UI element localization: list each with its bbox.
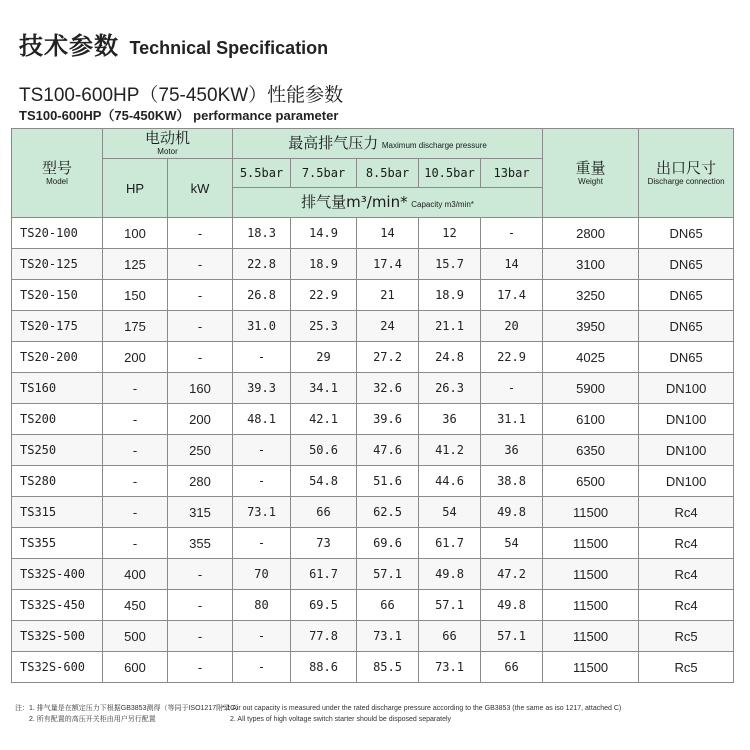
capacity-8-5bar: 69.6	[357, 528, 419, 559]
capacity-8-5bar: 73.1	[357, 621, 419, 652]
row-kw: -	[168, 590, 233, 621]
capacity-13bar: -	[481, 218, 543, 249]
row-connection: Rc4	[639, 559, 734, 590]
row-model: TS280	[12, 466, 103, 497]
capacity-8-5bar: 66	[357, 590, 419, 621]
row-hp: -	[103, 435, 168, 466]
capacity-5-5bar: -	[233, 342, 291, 373]
capacity-7-5bar: 66	[291, 497, 357, 528]
capacity-5-5bar: -	[233, 621, 291, 652]
note-cn-2: 2. 所有配置的高压开关柜由用户另行配置	[29, 716, 156, 723]
row-hp: 150	[103, 280, 168, 311]
row-connection: Rc4	[639, 497, 734, 528]
capacity-8-5bar: 51.6	[357, 466, 419, 497]
table-row	[12, 621, 734, 652]
row-model: TS32S-500	[12, 621, 103, 652]
row-model: TS20-200	[12, 342, 103, 373]
row-weight: 11500	[543, 621, 639, 652]
subtitle-cn-text: 性能参数	[267, 84, 344, 106]
table-row	[12, 342, 734, 373]
row-connection: DN100	[639, 404, 734, 435]
capacity-8-5bar: 85.5	[357, 652, 419, 683]
capacity-13bar: 57.1	[481, 621, 543, 652]
capacity-7-5bar: 34.1	[291, 373, 357, 404]
row-weight: 3950	[543, 311, 639, 342]
capacity-13bar: 17.4	[481, 280, 543, 311]
row-kw: -	[168, 311, 233, 342]
table-row	[12, 559, 734, 590]
bar-header-8-5: 8.5bar	[357, 159, 419, 188]
row-connection: DN65	[639, 218, 734, 249]
subtitle-cn	[19, 80, 343, 107]
row-weight: 3250	[543, 280, 639, 311]
row-model: TS20-150	[12, 280, 103, 311]
row-connection: DN100	[639, 466, 734, 497]
row-weight: 11500	[543, 590, 639, 621]
table-row	[12, 435, 734, 466]
title-cn: 技术参数	[19, 32, 119, 60]
capacity-7-5bar: 54.8	[291, 466, 357, 497]
capacity-13bar: 47.2	[481, 559, 543, 590]
note-en-2: 2. All types of high voltage switch starter should be disposed separately	[230, 716, 452, 723]
row-weight: 11500	[543, 528, 639, 559]
bar-header-10-5: 10.5bar	[419, 159, 481, 188]
capacity-8-5bar: 17.4	[357, 249, 419, 280]
spec-table-body	[12, 218, 734, 683]
capacity-8-5bar: 27.2	[357, 342, 419, 373]
capacity-5-5bar: 39.3	[233, 373, 291, 404]
capacity-13bar: 38.8	[481, 466, 543, 497]
capacity-5-5bar: 18.3	[233, 218, 291, 249]
table-row	[12, 652, 734, 683]
capacity-5-5bar: -	[233, 652, 291, 683]
capacity-5-5bar: 31.0	[233, 311, 291, 342]
table-row	[12, 280, 734, 311]
capacity-10-5bar: 41.2	[419, 435, 481, 466]
row-kw: 160	[168, 373, 233, 404]
row-weight: 6500	[543, 466, 639, 497]
pressure-header: 最高排气压力 Maximum discharge pressure	[233, 129, 543, 159]
table-row	[12, 528, 734, 559]
notes-cn	[15, 703, 242, 725]
bar-header-7-5: 7.5bar	[291, 159, 357, 188]
capacity-8-5bar: 32.6	[357, 373, 419, 404]
row-weight: 11500	[543, 559, 639, 590]
capacity-13bar: 31.1	[481, 404, 543, 435]
capacity-5-5bar: 26.8	[233, 280, 291, 311]
row-model: TS32S-400	[12, 559, 103, 590]
row-weight: 6100	[543, 404, 639, 435]
capacity-7-5bar: 22.9	[291, 280, 357, 311]
capacity-10-5bar: 49.8	[419, 559, 481, 590]
capacity-8-5bar: 21	[357, 280, 419, 311]
note-en-1: *:1 Air out capacity is measured under the rated discharge pressure according to the GB3853 (the same as iso 1217, attached C)	[222, 705, 622, 712]
row-connection: DN65	[639, 311, 734, 342]
row-model: TS32S-450	[12, 590, 103, 621]
capacity-13bar: -	[481, 373, 543, 404]
title-en: Technical Specification	[129, 38, 329, 58]
row-kw: -	[168, 621, 233, 652]
row-model: TS160	[12, 373, 103, 404]
table-row	[12, 590, 734, 621]
row-kw: -	[168, 218, 233, 249]
row-weight: 11500	[543, 652, 639, 683]
subtitle-en	[19, 105, 338, 124]
capacity-8-5bar: 47.6	[357, 435, 419, 466]
capacity-5-5bar: 73.1	[233, 497, 291, 528]
capacity-10-5bar: 26.3	[419, 373, 481, 404]
capacity-5-5bar: -	[233, 435, 291, 466]
capacity-10-5bar: 54	[419, 497, 481, 528]
row-hp: 450	[103, 590, 168, 621]
table-row	[12, 373, 734, 404]
row-connection: DN100	[639, 373, 734, 404]
capacity-13bar: 14	[481, 249, 543, 280]
capacity-7-5bar: 69.5	[291, 590, 357, 621]
row-model: TS315	[12, 497, 103, 528]
capacity-8-5bar: 57.1	[357, 559, 419, 590]
row-kw: 200	[168, 404, 233, 435]
capacity-header: 排气量m³/min* Capacity m3/min*	[233, 188, 543, 218]
row-hp: -	[103, 466, 168, 497]
row-kw: 355	[168, 528, 233, 559]
capacity-10-5bar: 18.9	[419, 280, 481, 311]
capacity-10-5bar: 66	[419, 621, 481, 652]
capacity-10-5bar: 21.1	[419, 311, 481, 342]
kw-header: kW	[168, 159, 233, 218]
row-hp: 100	[103, 218, 168, 249]
row-connection: DN100	[639, 435, 734, 466]
bar-header-5-5: 5.5bar	[233, 159, 291, 188]
row-connection: Rc4	[639, 590, 734, 621]
capacity-7-5bar: 77.8	[291, 621, 357, 652]
capacity-8-5bar: 14	[357, 218, 419, 249]
subtitle-en-model: TS100-600HP（75-450KW）	[19, 108, 190, 123]
capacity-7-5bar: 25.3	[291, 311, 357, 342]
model-header: 型号 Model	[12, 129, 103, 218]
capacity-5-5bar: 80	[233, 590, 291, 621]
row-hp: 200	[103, 342, 168, 373]
capacity-7-5bar: 73	[291, 528, 357, 559]
row-hp: 500	[103, 621, 168, 652]
table-row	[12, 466, 734, 497]
row-connection: Rc5	[639, 621, 734, 652]
note-cn-1: 注：1. 排气量是在额定压力下根据GB3853测得（等同于ISO1217附录C）	[15, 705, 243, 712]
row-hp: 175	[103, 311, 168, 342]
table-row	[12, 404, 734, 435]
row-kw: -	[168, 342, 233, 373]
row-connection: Rc4	[639, 528, 734, 559]
row-weight: 5900	[543, 373, 639, 404]
capacity-7-5bar: 88.6	[291, 652, 357, 683]
capacity-13bar: 49.8	[481, 590, 543, 621]
row-model: TS20-125	[12, 249, 103, 280]
row-connection: Rc5	[639, 652, 734, 683]
table-row	[12, 311, 734, 342]
row-connection: DN65	[639, 280, 734, 311]
weight-header: 重量 Weight	[543, 129, 639, 218]
capacity-7-5bar: 14.9	[291, 218, 357, 249]
table-row	[12, 249, 734, 280]
connection-header: 出口尺寸 Discharge connection	[639, 129, 734, 218]
bar-header-13: 13bar	[481, 159, 543, 188]
motor-header: 电动机 Motor	[103, 129, 233, 159]
capacity-10-5bar: 36	[419, 404, 481, 435]
capacity-7-5bar: 29	[291, 342, 357, 373]
row-kw: 250	[168, 435, 233, 466]
row-model: TS200	[12, 404, 103, 435]
row-kw: -	[168, 249, 233, 280]
capacity-13bar: 36	[481, 435, 543, 466]
row-kw: 280	[168, 466, 233, 497]
hp-header: HP	[103, 159, 168, 218]
spec-table	[11, 128, 734, 683]
capacity-5-5bar: 22.8	[233, 249, 291, 280]
capacity-13bar: 54	[481, 528, 543, 559]
subtitle-en-text: performance parameter	[193, 108, 339, 123]
capacity-7-5bar: 50.6	[291, 435, 357, 466]
capacity-10-5bar: 12	[419, 218, 481, 249]
capacity-7-5bar: 42.1	[291, 404, 357, 435]
row-weight: 6350	[543, 435, 639, 466]
row-weight: 11500	[543, 497, 639, 528]
capacity-10-5bar: 44.6	[419, 466, 481, 497]
capacity-8-5bar: 62.5	[357, 497, 419, 528]
capacity-5-5bar: 48.1	[233, 404, 291, 435]
capacity-10-5bar: 15.7	[419, 249, 481, 280]
row-hp: -	[103, 373, 168, 404]
notes-en	[222, 703, 621, 725]
capacity-13bar: 20	[481, 311, 543, 342]
row-weight: 3100	[543, 249, 639, 280]
row-connection: DN65	[639, 249, 734, 280]
row-hp: -	[103, 497, 168, 528]
capacity-8-5bar: 39.6	[357, 404, 419, 435]
row-model: TS250	[12, 435, 103, 466]
capacity-10-5bar: 57.1	[419, 590, 481, 621]
row-weight: 4025	[543, 342, 639, 373]
row-connection: DN65	[639, 342, 734, 373]
capacity-10-5bar: 61.7	[419, 528, 481, 559]
row-hp: 400	[103, 559, 168, 590]
capacity-5-5bar: 70	[233, 559, 291, 590]
row-hp: 125	[103, 249, 168, 280]
row-hp: -	[103, 528, 168, 559]
row-model: TS355	[12, 528, 103, 559]
table-row	[12, 497, 734, 528]
capacity-10-5bar: 24.8	[419, 342, 481, 373]
row-kw: 315	[168, 497, 233, 528]
row-weight: 2800	[543, 218, 639, 249]
row-model: TS20-175	[12, 311, 103, 342]
capacity-10-5bar: 73.1	[419, 652, 481, 683]
row-kw: -	[168, 559, 233, 590]
table-row	[12, 218, 734, 249]
row-model: TS20-100	[12, 218, 103, 249]
capacity-13bar: 22.9	[481, 342, 543, 373]
row-hp: -	[103, 404, 168, 435]
capacity-13bar: 66	[481, 652, 543, 683]
row-kw: -	[168, 280, 233, 311]
capacity-7-5bar: 18.9	[291, 249, 357, 280]
capacity-8-5bar: 24	[357, 311, 419, 342]
capacity-5-5bar: -	[233, 466, 291, 497]
capacity-5-5bar: -	[233, 528, 291, 559]
capacity-13bar: 49.8	[481, 497, 543, 528]
subtitle-model: TS100-600HP（75-450KW）	[19, 85, 268, 106]
row-hp: 600	[103, 652, 168, 683]
row-model: TS32S-600	[12, 652, 103, 683]
row-kw: -	[168, 652, 233, 683]
capacity-7-5bar: 61.7	[291, 559, 357, 590]
page-title	[19, 26, 328, 61]
